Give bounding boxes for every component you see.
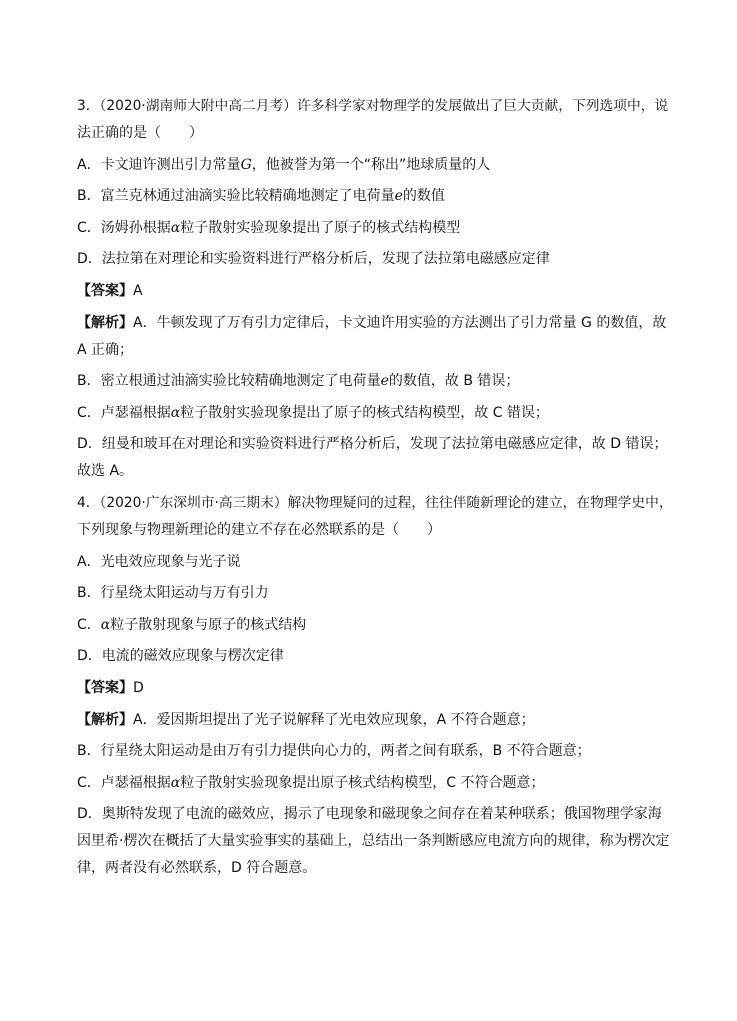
analysis-text: B．密立根通过油滴实验比较精确地测定了电荷量 bbox=[77, 373, 381, 390]
symbol-e: e bbox=[394, 188, 403, 205]
q4-option-c-text: 粒子散射现象与原子的核式结构 bbox=[110, 616, 307, 633]
q3-stem-text: 法正确的是（ ） bbox=[77, 125, 203, 141]
symbol-alpha: α bbox=[170, 219, 181, 236]
q3-option-a bbox=[77, 155, 659, 176]
q4-option-d bbox=[77, 646, 659, 667]
q3-analysis-line-6 bbox=[77, 461, 659, 482]
q4-stem-text: 4．（2020·广东深圳市·高三期末）解决物理疑问的过程，往往伴随新理论的建立，在物理学史中， bbox=[77, 494, 673, 511]
analysis-tag: 【解析】 bbox=[77, 711, 133, 728]
q3-stem-text: 3．（2020·湖南师大附中高二月考）许多科学家对物理学的发展做出了巨大贡献，下列选项中，说 bbox=[77, 98, 669, 114]
q3-option-c-text: C．汤姆孙根据 bbox=[77, 219, 171, 236]
symbol-alpha: α bbox=[170, 404, 181, 421]
symbol-alpha: α bbox=[170, 774, 181, 791]
q3-analysis-line-1 bbox=[77, 313, 667, 334]
q4-option-c bbox=[77, 615, 659, 636]
q3-analysis-line-4 bbox=[77, 403, 659, 424]
analysis-text: D．纽曼和玻耳在对理论和实验资料进行严格分析后，发现了法拉第电磁感应定律，故 D 错误； bbox=[77, 436, 668, 453]
answer-value: D bbox=[133, 679, 144, 696]
q3-option-b bbox=[77, 186, 659, 207]
q3-option-d bbox=[77, 249, 659, 270]
answer-tag: 【答案】 bbox=[77, 282, 133, 299]
analysis-text: 因里希·楞次在概括了大量实验事实的基础上，总结出一条判断感应电流方向的规律，称为楞次定 bbox=[77, 833, 670, 850]
symbol-alpha: α bbox=[100, 616, 111, 633]
q4-analysis-line-5 bbox=[77, 831, 670, 852]
q4-option-a-text: A．光电效应现象与光子说 bbox=[77, 553, 241, 570]
q3-stem-line-2 bbox=[77, 123, 659, 144]
q3-option-d-text: D．法拉第在对理论和实验资料进行严格分析后，发现了法拉第电磁感应定律 bbox=[77, 251, 550, 268]
analysis-text: 律，两者没有必然联系，D 符合题意。 bbox=[77, 860, 317, 877]
q4-analysis-line-6 bbox=[77, 858, 659, 879]
q4-answer bbox=[77, 678, 659, 699]
q4-option-b-text: B．行星绕太阳运动与万有引力 bbox=[77, 585, 269, 602]
analysis-text: A．牛顿发现了万有引力定律后，卡文迪许用实验的方法测出了引力常量 G 的数值，故 bbox=[133, 314, 667, 331]
analysis-text: A 正确； bbox=[77, 341, 134, 358]
q3-analysis-line-3 bbox=[77, 371, 659, 392]
symbol-g: G bbox=[240, 156, 252, 173]
q4-stem-line-1 bbox=[77, 493, 673, 514]
q4-option-a bbox=[77, 552, 659, 573]
q4-analysis-line-2 bbox=[77, 741, 659, 762]
q4-analysis-line-4 bbox=[77, 804, 662, 825]
analysis-text: 的数值，故 B 错误； bbox=[388, 373, 520, 390]
analysis-text: 故选 A。 bbox=[77, 463, 134, 480]
q3-option-a-text: ，他被誉为第一个“称出”地球质量的人 bbox=[251, 156, 491, 173]
q3-answer bbox=[77, 281, 659, 302]
q3-option-c-text: 粒子散射实验现象提出了原子的核式结构模型 bbox=[180, 219, 461, 236]
analysis-text: 粒子散射实验现象提出原子核式结构模型，C 不符合题意； bbox=[180, 774, 545, 791]
q3-option-b-text: B．富兰克林通过油滴实验比较精确地测定了电荷量 bbox=[77, 188, 395, 205]
q3-option-a-text: A．卡文迪许测出引力常量 bbox=[77, 156, 241, 173]
q4-analysis-line-3 bbox=[77, 773, 659, 794]
q4-option-d-text: D．电流的磁效应现象与楞次定律 bbox=[77, 648, 284, 665]
q3-analysis-line-2 bbox=[77, 340, 659, 361]
answer-value: A bbox=[133, 282, 143, 299]
analysis-text: A．爱因斯坦提出了光子说解释了光电效应现象，A 不符合题意； bbox=[133, 711, 535, 728]
q3-stem-line-1 bbox=[77, 96, 669, 117]
analysis-text: C．卢瑟福根据 bbox=[77, 774, 171, 791]
analysis-text: C．卢瑟福根据 bbox=[77, 404, 171, 421]
q3-option-c bbox=[77, 218, 659, 239]
q3-analysis-line-5 bbox=[77, 434, 668, 455]
q4-analysis-line-1 bbox=[77, 710, 659, 731]
q4-option-c-prefix: C． bbox=[77, 616, 101, 633]
analysis-text: D．奥斯特发现了电流的磁效应，揭示了电现象和磁现象之间存在着某种联系；俄国物理学家海 bbox=[77, 806, 662, 823]
analysis-text: 粒子散射实验现象提出了原子的核式结构模型，故 C 错误； bbox=[180, 404, 549, 421]
q4-option-b bbox=[77, 583, 659, 604]
analysis-text: B．行星绕太阳运动是由万有引力提供向心力的，两者之间有联系，B 不符合题意； bbox=[77, 743, 591, 760]
answer-tag: 【答案】 bbox=[77, 679, 133, 696]
symbol-e: e bbox=[380, 373, 389, 390]
q4-stem-line-2 bbox=[77, 520, 659, 541]
analysis-tag: 【解析】 bbox=[77, 314, 133, 331]
q4-stem-text: 下列现象与物理新理论的建立不存在必然联系的是（ ） bbox=[77, 521, 441, 538]
q3-option-b-text: 的数值 bbox=[402, 188, 445, 205]
